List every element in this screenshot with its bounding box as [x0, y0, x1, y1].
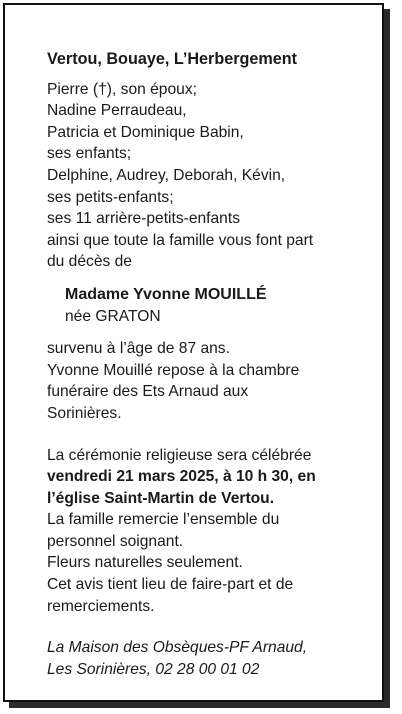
family-line: Pierre (†), son époux; — [47, 80, 197, 98]
deceased-maiden-name: née GRATON — [65, 307, 161, 325]
ceremony-block — [47, 445, 377, 618]
notice-body — [47, 49, 377, 680]
notice-heading: Vertou, Bouaye, L’Herbergement — [47, 50, 298, 68]
detail-line: funéraire des Ets Arnaud aux — [47, 383, 249, 401]
ceremony-line: personnel soignant. — [47, 532, 184, 550]
family-line: Nadine Perraudeau, — [47, 102, 187, 120]
ceremony-line: remerciements. — [47, 597, 155, 615]
signature-line: La Maison des Obsèques-PF Arnaud, — [47, 639, 308, 657]
family-line: ses enfants; — [47, 145, 132, 163]
ceremony-line: La famille remercie l’ensemble du — [47, 511, 280, 529]
ceremony-place: l’église Saint-Martin de Vertou. — [47, 489, 275, 507]
ceremony-line: Fleurs naturelles seulement. — [47, 554, 243, 572]
family-line: Delphine, Audrey, Deborah, Kévin, — [47, 166, 286, 184]
ceremony-date: vendredi 21 mars 2025, à 10 h 30, en — [47, 468, 316, 486]
family-line: du décès de — [47, 253, 132, 271]
ceremony-intro: La cérémonie religieuse sera célébrée — [47, 446, 312, 464]
detail-line: Yvonne Mouillé repose à la chambre — [47, 361, 300, 379]
signature-line: Les Sorinières, 02 28 00 01 02 — [47, 660, 260, 678]
detail-line: Sorinières. — [47, 404, 122, 422]
deceased-block — [65, 284, 377, 327]
signature-block — [47, 637, 377, 680]
obituary-notice — [3, 3, 384, 702]
family-line: Patricia et Dominique Babin, — [47, 123, 244, 141]
details-block — [47, 338, 377, 424]
family-line: ainsi que toute la famille vous font part — [47, 231, 314, 249]
family-list — [47, 79, 377, 273]
family-line: ses petits-enfants; — [47, 188, 174, 206]
deceased-name: Madame Yvonne MOUILLÉ — [65, 285, 267, 303]
detail-line: survenu à l’âge de 87 ans. — [47, 340, 230, 358]
family-line: ses 11 arrière-petits-enfants — [47, 210, 240, 228]
ceremony-line: Cet avis tient lieu de faire-part et de — [47, 576, 294, 594]
